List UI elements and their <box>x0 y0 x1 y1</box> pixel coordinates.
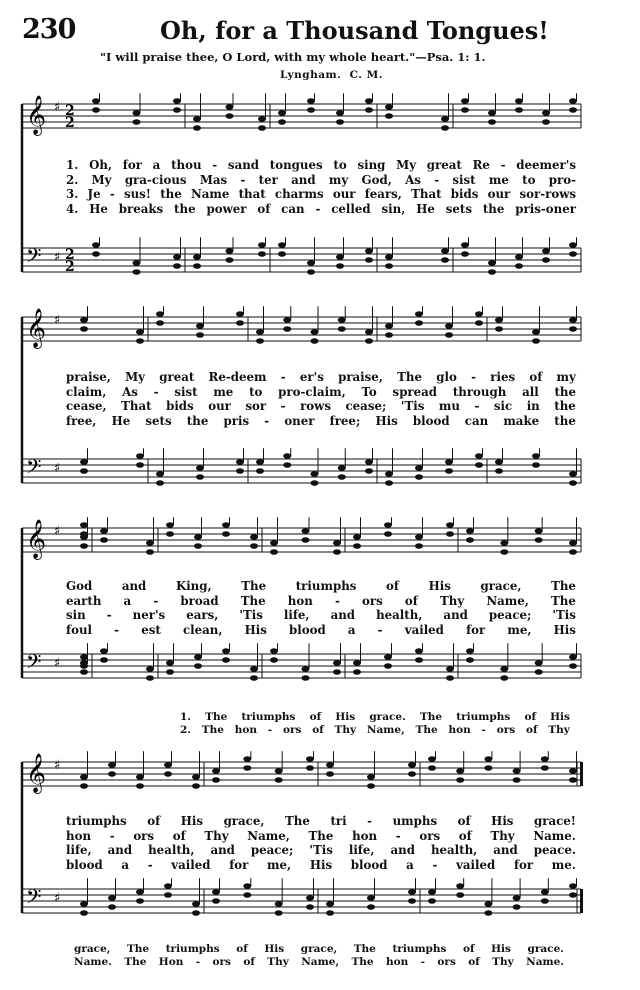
lyric-line: 1. Oh, for a thou - sand tongues to sing My great Re - deemer's <box>66 158 576 172</box>
svg-text:2: 2 <box>65 115 75 131</box>
lyric-line: free, He sets the pris - oner free; His blood can make the <box>66 413 576 428</box>
svg-text:2: 2 <box>65 247 75 263</box>
svg-text:𝄢: 𝄢 <box>26 244 42 272</box>
lyrics-system-3 <box>66 579 576 637</box>
lyric-line: hon - ors of Thy Name, The hon - ors of Thy Name. <box>66 828 576 843</box>
svg-text:𝄢: 𝄢 <box>26 455 42 483</box>
svg-text:♯: ♯ <box>54 656 61 671</box>
refrain-line: 1. The triumphs of His grace. The triumphs of His <box>180 711 570 723</box>
meter: C. M. <box>349 69 383 81</box>
scripture-epigraph: "I will praise thee, O Lord, with my whole heart."—Psa. 1: 1. <box>100 50 486 64</box>
refrain-system-3 <box>180 711 570 736</box>
bass-line: Name. The Hon - ors of Thy Name, The hon - ors of Thy Name. <box>74 955 564 968</box>
lyric-line: life, and health, and peace; 'Tis life, and health, and peace. <box>66 843 576 857</box>
svg-text:𝄞: 𝄞 <box>26 519 47 559</box>
svg-text:♯: ♯ <box>54 250 61 265</box>
lyric-line: earth a - broad The hon - ors of Thy Name, The <box>66 593 576 608</box>
svg-text:2: 2 <box>65 103 75 119</box>
bass-line: grace, The triumphs of His grace, The triumphs of His grace. <box>74 943 564 955</box>
lyrics-system-4 <box>66 814 576 872</box>
lyric-line: 2. My gra-cious Mas - ter and my God, As - sist me to pro- <box>66 172 576 187</box>
lyric-line: 3. Je - sus! the Name that charms our fears, That bids our sor-rows <box>66 187 576 201</box>
lyric-line: cease, That bids our sor - rows cease; 'Tis mu - sic in the <box>66 399 576 413</box>
lyric-line: foul - est clean, His blood a - vailed for me, His <box>66 622 576 637</box>
svg-text:𝄢: 𝄢 <box>26 885 42 913</box>
lyric-line: God and King, The triumphs of His grace, The <box>66 579 576 593</box>
svg-text:♯: ♯ <box>54 100 61 115</box>
tune-name: Lyngham. <box>280 69 342 81</box>
hymn-title: Oh, for a Thousand Tongues! <box>160 16 549 45</box>
svg-text:♯: ♯ <box>54 758 61 773</box>
svg-text:𝄢: 𝄢 <box>26 650 42 678</box>
hymn-number: 230 <box>22 14 76 45</box>
svg-text:2: 2 <box>65 259 75 275</box>
lyric-line: praise, My great Re-deem - er's praise, The glo - ries of my <box>66 370 576 384</box>
lyrics-system-1 <box>66 158 576 216</box>
bass-words-system-4 <box>74 943 564 968</box>
svg-text:𝄞: 𝄞 <box>26 308 47 348</box>
svg-text:♯: ♯ <box>54 524 61 539</box>
svg-text:♯: ♯ <box>54 313 61 328</box>
lyrics-system-2 <box>66 370 576 428</box>
svg-text:𝄞: 𝄞 <box>26 753 47 793</box>
svg-text:♯: ♯ <box>54 461 61 476</box>
lyric-line: sin - ner's ears, 'Tis life, and health, and peace; 'Tis <box>66 608 576 622</box>
lyric-line: claim, As - sist me to pro-claim, To spread through all the <box>66 384 576 399</box>
lyric-line: triumphs of His grace, The tri - umphs of His grace! <box>66 814 576 828</box>
lyric-line: 4. He breaks the power of can - celled sin, He sets the pris-oner <box>66 201 576 216</box>
refrain-line: 2. The hon - ors of Thy Name, The hon - ors of Thy <box>180 723 570 736</box>
svg-text:♯: ♯ <box>54 891 61 906</box>
svg-text:𝄞: 𝄞 <box>26 95 47 135</box>
lyric-line: blood a - vailed for me, His blood a - vailed for me. <box>66 857 576 872</box>
